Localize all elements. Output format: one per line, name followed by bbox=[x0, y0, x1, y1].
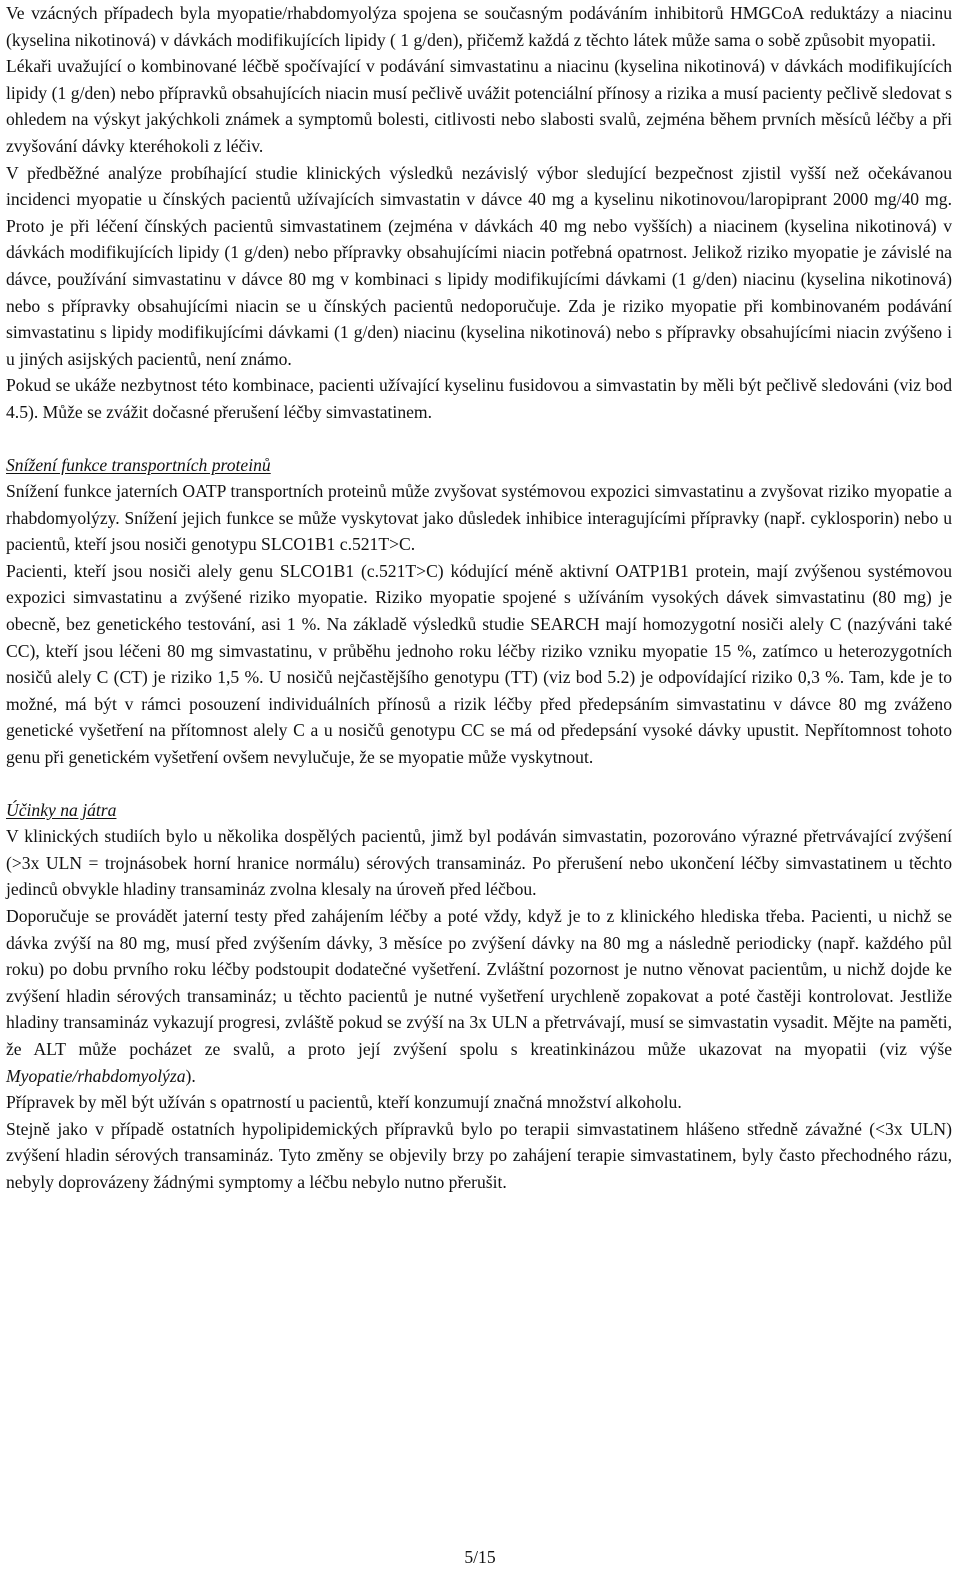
document-page bbox=[6, 0, 952, 1196]
paragraph-liver-tests bbox=[6, 903, 952, 1089]
paragraph-niacin-rhabdomyolysis: Ve vzácných případech byla myopatie/rhabdomyolýza spojena se současným podáváním inhibitorů HMGCoA reduktázy a niacinu (kyselina nikotinová) v dávkách modifikujících lipidy ( 1 g/den), přičemž každá z těchto látek může sama o sobě způsobit myopatii. bbox=[6, 3, 952, 50]
paragraph-alcohol-caution: Přípravek by měl být užíván s opatrností u pacientů, kteří konzumují značná množství alkoholu. bbox=[6, 1092, 682, 1113]
paragraph-moderate-elevation: Stejně jako v případě ostatních hypolipidemických přípravků bylo po terapii simvastatinem hlášeno středně závažné (<3x ULN) zvýšení hladin sérových transamináz. Tyto změny se objevily brzy po zahájení terapie simvastatinem, byly často přechodného rázu, nebyly doprovázeny žádnými symptomy a léčbu nebylo nutno přerušit. bbox=[6, 1118, 952, 1192]
liver-tests-text-end: ). bbox=[185, 1065, 196, 1086]
paragraph-transaminase-elevation: V klinických studiích bylo u několika dospělých pacientů, jimž byl podáván simvastatin, pozorováno výrazné přetrvávající zvýšení (>3x ULN = trojnásobek horní hranice normálu) sérových transamináz. Po přerušení nebo ukončení léčby simvastatinem u těchto jedinců obvykle hladiny transamináz zvolna klesaly na úroveň před léčbou. bbox=[6, 826, 952, 900]
paragraph-fusidic-acid: Pokud se ukáže nezbytnost této kombinace, pacienti užívající kyselinu fusidovou a simvastatin by měli být pečlivě sledováni (viz bod 4.5). Může se zvážit dočasné přerušení léčby simvastatinem. bbox=[6, 375, 952, 422]
myopathy-reference: Myopatie/rhabdomyolýza bbox=[6, 1065, 186, 1086]
page-number: 5/15 bbox=[464, 1547, 496, 1567]
section-title-liver-effects bbox=[6, 797, 952, 824]
paragraph-slco1b1-carriers: Pacienti, kteří jsou nosiči alely genu SLCO1B1 (c.521T>C) kódující méně aktivní OATP1B1 protein, mají zvýšenou systémovou expozici simvastatinu a zvýšené riziko myopatie. Riziko myopatie spojené s užíváním vysokých dávek simvastatinu (80 mg) je obecně, bez genetického testování, asi 1 %. Na základě výsledků studie SEARCH mají homozygotní nosiči alely C (nazýváni také CC), kteří jsou léčeni 80 mg simvastatinu, v průběhu jednoho roku léčby riziko vzniku myopatie 15 %, zatímco u heterozygotních nosičů alely C (CT) je riziko 1,5 %. U nosičů nejčastějšího genotypu (TT) (viz bod 5.2) je odpovídající riziko 0,3 %. Tam, kde je to možné, má být v rámci posouzení individuálních přínosů a rizik léčby před předepsáním simvastatinu v dávce 80 mg zváženo genetické vyšetření na přítomnost alely C a u nosičů genotypu CC se má od předepsání vysoké dávky upustit. Nepřítomnost tohoto genu při genetickém vyšetření ovšem nevylučuje, že se myopatie může vyskytnout. bbox=[6, 560, 952, 768]
paragraph-combination-therapy: Lékaři uvažující o kombinované léčbě spočívající v podávání simvastatinu a niacinu (kyselina nikotinová) v dávkách modifikujících lipidy (1 g/den) nebo přípravků obsahujících niacin musí pečlivě uvážit potenciální přínosy a rizika a musí pacienty pečlivě sledovat s ohledem na výskyt jakýchkoli známek a symptomů bolesti, citlivosti nebo slabosti svalů, zejména během prvních měsíců léčby a při zvyšování dávky kteréhokoli z léčiv. bbox=[6, 56, 952, 156]
section-spacer bbox=[6, 426, 952, 452]
paragraph-oatp-function: Snížení funkce jaterních OATP transportních proteinů může zvyšovat systémovou expozici simvastatinu a zvyšovat riziko myopatie a rhabdomyolýzy. Snížení jejich funkce se může vyskytovat jako důsledek inhibice interagujícími přípravky (např. cyklosporin) nebo u pacientů, kteří jsou nosiči genotypu SLCO1B1 c.521T>C. bbox=[6, 481, 952, 555]
paragraph-chinese-patients: V předběžné analýze probíhající studie klinických výsledků nezávislý výbor sledující bezpečnost zjistil vyšší než očekávanou incidenci myopatie u čínských pacientů užívajících simvastatin v dávce 40 mg a kyselinu nikotinovou/laropiprant 2000 mg/40 mg. Proto je při léčení čínských pacientů simvastatinem (zejména v dávkách 40 mg nebo vyšších) a niacinem (kyselina nikotinová) v dávkách modifikujících lipidy (1 g/den) nebo přípravky obsahujícími niacin potřebná opatrnost. Jelikož riziko myopatie je závislé na dávce, používání simvastatinu v dávce 80 mg v kombinaci s lipidy modifikujícími dávkami (1 g/den) niacinu (kyselina nikotinová) nebo s přípravky obsahujícími niacin se u čínských pacientů nedoporučuje. Zda je riziko myopatie při kombinovaném podávání simvastatinu s lipidy modifikujícími dávkami (1 g/den) niacinu (kyselina nikotinová) nebo s přípravky obsahujícími niacin zvýšeno i u jiných asijských pacientů, není známo. bbox=[6, 162, 952, 369]
section-title-transport-text: Snížení funkce transportních proteinů bbox=[6, 454, 271, 475]
liver-tests-text: Doporučuje se provádět jaterní testy před zahájením léčby a poté vždy, když je to z klinického hlediska třeba. Pacienti, u nichž se dávka zvýší na 80 mg, musí před zvýšením dávky, 3 měsíce po zvýšení dávky na 80 mg a následně periodicky (např. každého půl roku) po dobu prvního roku léčby podstoupit dodatečné vyšetření. Zvláštní pozornost je nutno věnovat pacientům, u nichž dojde ke zvýšení hladin sérových transamináz; u těchto pacientů je nutné vyšetření urychleně zopakovat a poté častěji kontrolovat. Jestliže hladiny transamináz vykazují progresi, zvláště pokud se zvýší na 3x ULN a přetrvávají, musí se simvastatin vysadit. Mějte na paměti, že ALT může pocházet ze svalů, a proto její zvýšení spolu s kreatinkinázou může ukazovat na myopatii (viz výše bbox=[6, 906, 952, 1059]
section-spacer bbox=[6, 771, 952, 797]
section-title-liver-text: Účinky na játra bbox=[6, 799, 117, 820]
section-title-transport-proteins bbox=[6, 452, 952, 479]
